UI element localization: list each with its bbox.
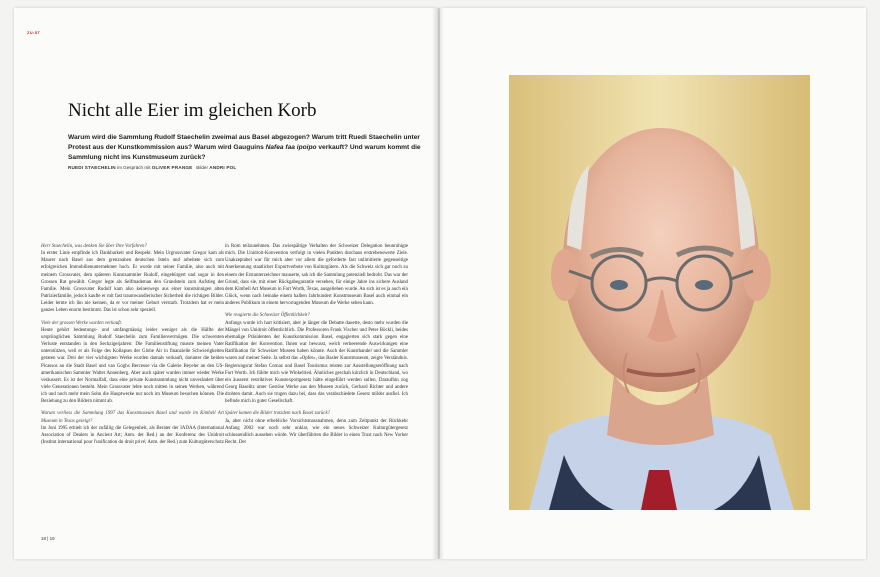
article-title: Nicht alle Eier im gleichen Korb — [68, 100, 317, 121]
interview-question: Herr Staechelin, was denken Sie über Ihre Vorfahren? — [41, 244, 147, 249]
section-tag: ZU:ST — [27, 30, 41, 35]
page-numbers: 18 | 19 — [41, 536, 55, 541]
interview-question: Warum verliess die Sammlung 1997 das Kunstmuseum Basel und wurde im Kimbell Art Museum in Texas gezeigt? — [41, 411, 224, 424]
interview-answer: Im Juni 1995 erhielt ich der zufällig die Gelegenheit, als Berater der IADAA (International Association of Dealers in Ancient Art; Anm. der Red.) an der Konferenz des Unidroit (Institut international pour l'unification du droit privé; Anm. der Red.) zum Kulturgüterschutz — [41, 425, 224, 446]
page-gutter — [432, 8, 444, 559]
article-lead — [68, 133, 428, 163]
interview-answer: Anfangs wurde ich hart kritisiert, aber je länger die Debatte dauerte, desto mehr wurden die Mängel von Unidroit öffentlichlich. Die Professoren Frank Vischer und Peter Böckli, beides ehemalige Präsidenten der Kunstkommission Basel, engagierten sich stark gegen eine Ratifikation der Konvention. Ihnen war bewusst, welch verheerende Auswirkungen eine Ratifikation für Schweizer Museen haben könnte. Auch der Kunsthandel und die Sammler waren auf meiner Seite. Ja selbst das «Opfer», das Basler Kunstmuseum, zeigte Verständnis. Regierungsrat Stefan Cornaz und Basel Tourismus reisten zur Ausstellungseröffnung nach Fort Worth. Ich fühlte mich wie Winkelried. Ähnliches geschah kürzlich in Deutschland, wo ein äusserst restriktives Kunstexportgesetz hätte eingeführt werden sollen. Daraufhin zog Georg Baselitz unter Gestöse Werke aus den Museen zurück, Gerhard Richter und andere drohten damit. Auch sie trugen dazu bei, dass das verabschiedete Gesetz milder ausfiel. Ich befinde mich in guter Gesellschaft. — [225, 320, 408, 405]
left-eye — [610, 280, 628, 290]
portrait-illustration — [509, 75, 810, 510]
byline-interviewer: OLIVER PRANGE — [151, 165, 193, 170]
interview-answer: in Rom teilzunehmen. Das zwiespältige Verhalten der Schweizer Delegation beunruhigte mich. Die Unidroit-Konvention verfolgt in vielen Punkten durchaus erstrebenswerte Ziele. Unakzeptabel war für mich aber vor allem die geforderte fast unlimitierte gegenseitige Anerkennung staatlicher Exportverbote von Kulturgütern. Als die Schweiz sich gar noch zu einem der Erstunterzeichner mauserte, sah ich die Sammlung potenziell bedroht. Das war der Grund, dass sie, mit einer Rückgabegarantie versehen, für einige Jahre ins sichere Ausland dem Kimbell Art Museum in Fort Worth, Texas, ausgeliehen wurde. An sich ist es ja auch ein Glück, wenn nach beinahe einem halben Jahrhundert Kunstmuseum Basel auch einmal ein anderes Publikum in einem hervorragenden Museum die Werke sehen kann. — [225, 244, 408, 307]
byline-person: RUEDI STAECHELIN — [68, 165, 116, 170]
body-column-left — [41, 243, 224, 533]
left-ear — [551, 249, 579, 301]
head — [563, 128, 759, 392]
interview-answer: In erster Linie empfinde ich Dankbarkeit und Respekt. Mein Urgrossvater Gregor kam als Maurer nach Basel aus dem grenznahen deutschen Istein und arbeitete sich zum erfolgreichen Immobilienunternehmer hoch. Er wurde mit seiner Familie, also auch mit meinem Grossvater, dem späteren Kunstsammler Rudolf, eingebürgert und sogar in den Grossen Rat gewählt. Gregor legte als Selfmademan den Grundstein zum Aufstieg der Familie. Mein Grossvater Rudolf kam also keineswegs aus einer kunstsinnigen alten Patrizierfamilie, jedoch kaufte er mit fast traumwandlerischer Sicherheit die richtigen Bilder. Leider lernte ich ihn nie kennen, da er vor meiner Geburt verstarb. Trotzdem hat er mein ganzes Leben enorm bestimmt. Das ist schon sehr speziell. — [41, 251, 224, 314]
lead-text-2: verkauft? Und warum kommt die Sammlung nicht ins Kunstmuseum zurück? — [68, 144, 421, 161]
body-column-right — [225, 243, 408, 533]
interview-question: Viele der grossen Werke wurden verkauft. — [41, 320, 123, 326]
byline-connector: im Gespräch mit — [115, 165, 152, 170]
interview-answer: Ja, aber nicht ohne erhebliche Vorsichtsmassnahmen, denn zum Zeitpunkt der Rückkehr Anfang 2002 war noch sehr unklar, wie ein neues Schweizer Kulturgütergesetz schlussendlich aussehen würde. Wir überführten die Bilder in einen Trust nach New Yorker Recht. Der — [225, 418, 408, 446]
lead-artwork-title: Nafea faa ipoipo — [265, 144, 317, 151]
right-eye — [695, 280, 713, 290]
byline — [68, 165, 428, 170]
byline-photographer: ANDRI POL — [209, 165, 237, 170]
interview-answer: Heute gehört bedeutungs- und umfangmässig leider weniger als die Hälfte der ursprünglichen Sammlung Rudolf Staechelin zum Familienvermögen. Die schwersten Verluste entstanden in den Sechzigerjahren: Die Familienstiftung musste meinen Vater unterstützen, weil er als Folge des Kollapses der Globe Air in finanzielle Schwierigkeiten geraten war. Drei der vier wichtigsten Werke wurden damals verkauft, darunter die beiden Picassos an die Stadt Basel und van Goghs Berceuse via die Galerie Beyeler an den US-amerikanischen Sammler Walter Annenberg. Aber auch später wurden immer wieder Werke veräussert. Es ist der Normalfall, dass eine private Kunstsammlung nicht unverändert über viele Generationen besteht. Mein Grossvater lebte noch mitten in seinen Werken, während ich und noch mehr mein Sohn die Hauptwerke nur noch im Museum besuchen können. Die Beziehung zu den Bildern nimmt ab. — [41, 327, 224, 405]
portrait-photo — [509, 75, 810, 510]
interview-question: Wie reagierte die Schweizer Öffentlichkeit? — [225, 313, 310, 319]
right-ear — [743, 249, 771, 301]
lead-text-1: Warum wird die Sammlung Rudolf Staechelin zweimal aus Basel abgezogen? Warum tritt Ruedi Staechelin unter Protest aus der Kunstkommission aus? Warum wird Gauguins — [68, 134, 420, 151]
interview-question: Später kamen die Bilder trotzdem nach Basel zurück? — [225, 411, 331, 417]
byline-images-label: Bilder — [196, 165, 210, 170]
